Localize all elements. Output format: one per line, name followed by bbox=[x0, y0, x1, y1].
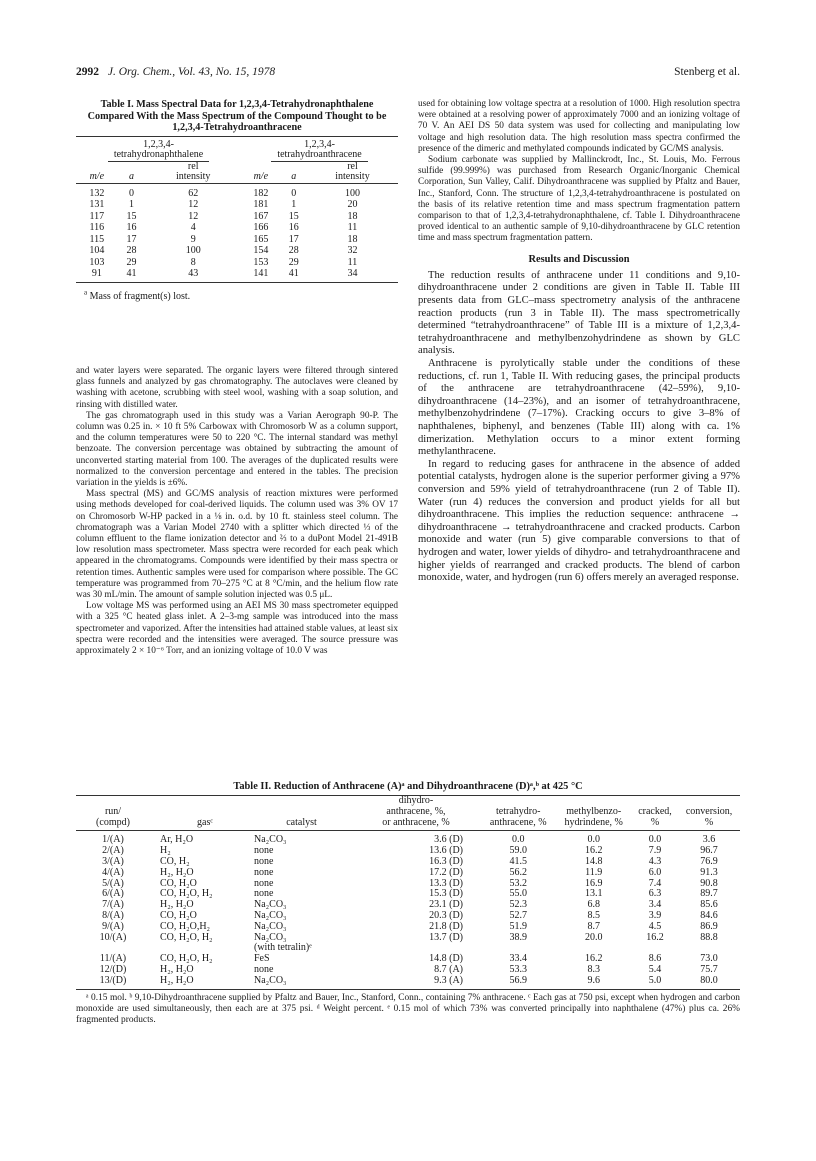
table-cell: 53.3 bbox=[509, 963, 527, 975]
col-a-left: a bbox=[128, 171, 134, 183]
table-cell: 7/(A) bbox=[102, 899, 124, 911]
table-1-footnote-text: Mass of fragment(s) lost. bbox=[89, 290, 191, 302]
table-cell: 86.9 bbox=[700, 920, 718, 932]
table-row bbox=[76, 245, 398, 257]
table-cell: 12/(D) bbox=[99, 963, 127, 975]
table-2-footnote: ᵃ 0.15 mol. ᵇ 9,10-Dihydroanthracene supplied by Pfaltz and Bauer, Inc., Stanford, Conn., containing 7% anthracene. ᶜ Each gas at 750 psi, except when hydrogen and carbon monoxide are used simultaneously, then each are at 375 psi. ᵈ Weight percent. ᵉ 0.15 mol of which 73% was converted principally into naphthalene (47%) plus ca. 26% fragmented products. bbox=[76, 992, 740, 1025]
table-row bbox=[76, 868, 740, 879]
table-cell: 14.8 bbox=[584, 855, 603, 867]
table-cell: 9.3 (A) bbox=[351, 976, 481, 989]
table-cell: 53.2 bbox=[509, 877, 527, 889]
table-cell: 182 bbox=[253, 187, 269, 199]
table-cell: 12 bbox=[188, 199, 199, 211]
table-cell: 166 bbox=[253, 222, 269, 234]
table-cell: 20 bbox=[347, 199, 358, 211]
right-column-text bbox=[418, 99, 740, 585]
paragraph: used for obtaining low voltage spectra at a resolution of 1000. High resolution spectra were obtained at a resolving power of approximately 7000 and an ionizing voltage of 70 V. An AEI DS 50 data system was used for collecting and manipulating low voltage and high resolution data. The high resolution mass spectra confirmed the presence of the dimeric and methylated compounds indicated by GC/MS analysis. bbox=[418, 99, 740, 154]
table-cell: 9.6 bbox=[555, 976, 632, 989]
table-cell: 15 bbox=[288, 210, 299, 222]
table-cell: 16.3 (D) bbox=[429, 855, 463, 867]
table-1-grid bbox=[76, 136, 398, 283]
tetralin-note: (with tetralin)ᵉ bbox=[254, 942, 312, 954]
table-cell: 0.0 bbox=[587, 834, 600, 846]
col-rel-left: rel intensity bbox=[145, 162, 241, 184]
table-cell: 34 bbox=[307, 268, 398, 282]
table-cell: 11.9 bbox=[585, 866, 603, 878]
table-cell: 117 bbox=[89, 210, 105, 222]
col-me-right: m/e bbox=[253, 171, 269, 183]
table-cell: H₂, H₂O bbox=[150, 976, 252, 989]
table-cell: 33.4 bbox=[509, 953, 527, 965]
paragraph: The reduction results of anthracene under 11 conditions and 9,10-dihydroanthracene under 2 conditions are given in Table II. Table III presents data from GLC–mass spectrometry analysis of the anthracene reaction products (run 3 in Table II). The mass spectrometrically determined “tetrahydroanthracene” of Table III is a mixture of 1,2,3,4-tetrahydroanthracene and methylbenzohydrindene as shown by GLC analysis. bbox=[418, 269, 740, 357]
table-cell: 12 bbox=[188, 210, 199, 222]
paragraph: The gas chromatograph used in this study was a Varian Aerograph 90-P. The column was 0.25 in. × 10 ft 5% Carbowax with Chromosorb W as a column support, and the column temperatures were 50 to 220 °C. The internal standard was methyl benzoate. The conversion percentage was obtained by subtracting the amount of unconverted starting material from 100. The averages of the duplicated results were normalized to the conversion percentage and entered in the tables. The precision variation in the yields is ±6%. bbox=[76, 410, 398, 489]
table-cell: 103 bbox=[89, 256, 105, 268]
table-cell: 56.2 bbox=[509, 866, 527, 878]
table-cell: 7.4 bbox=[648, 877, 662, 889]
table-cell: 28 bbox=[126, 245, 137, 257]
table-row bbox=[76, 922, 740, 933]
table-cell: Na₂CO₃ bbox=[254, 931, 287, 943]
table-row bbox=[76, 976, 740, 989]
table-cell: 9 bbox=[190, 233, 196, 245]
table-cell: 0.0 bbox=[648, 834, 662, 846]
table-cell: CO, H₂O,H₂ bbox=[160, 920, 211, 932]
table-cell: 41 bbox=[281, 268, 307, 282]
table-cell: 115 bbox=[89, 233, 105, 245]
table-cell: 15.3 (D) bbox=[429, 888, 463, 900]
table-cell: 16 bbox=[288, 222, 299, 234]
paragraph: Low voltage MS was performed using an AEI MS 30 mass spectrometer equipped with a 325 °C heated glass inlet. A 2–3-mg sample was introduced into the mass spectrometer and vaporized. After the intensities had attained stable values, at least six spectra were recorded and the intensities were averaged. The source pressure was approximately 2 × 10⁻⁶ Torr, and an ionizing voltage of 10.0 V was bbox=[76, 601, 398, 657]
table-cell: 96.7 bbox=[700, 845, 718, 857]
table-cell: 16.2 bbox=[584, 953, 603, 965]
table-cell: 0 bbox=[291, 187, 297, 199]
paragraph: Sodium carbonate was supplied by Mallinckrodt, Inc., St. Louis, Mo. Ferrous sulfide (99.999%) was purchased from Research Organic/Inorganic Chemical Corporation, Sun Valley, Calif. Dihydroanthracene was supplied by Pfaltz and Bauer, Inc., Stanford, Conn. The structure of 1,2,3,4-tetrahydroanthracene is postulated on the basis of its relative retention time and mass spectrum fragmentation pattern comparison to that of 1,2,3,4-tetrahydronaphthalene, cf. Table I. Dihydroanthracene proved identical to an authentic sample of 9,10-dihydroanthracene by GLC retention time and mass spectrum fragmentation pattern. bbox=[418, 155, 740, 244]
table-cell: 6.0 bbox=[648, 866, 662, 878]
table-cell: 6.8 bbox=[587, 899, 600, 911]
table-cell: 80.0 bbox=[678, 976, 740, 989]
paragraph: and water layers were separated. The organic layers were filtered through sintered glass funnels and analyzed by gas chromatography. The autoclaves were cleaned by washing with acetone, scrubbing with steel wool, washing with a soap solution, and rinsing with distilled water. bbox=[76, 366, 398, 410]
left-column-text bbox=[76, 366, 398, 657]
col-conversion: conversion, % bbox=[678, 796, 740, 831]
table-cell: 29 bbox=[126, 256, 137, 268]
table-cell: 131 bbox=[89, 199, 105, 211]
table-cell: 41.5 bbox=[509, 855, 527, 867]
table-cell: 116 bbox=[89, 222, 105, 234]
table-1-caption: Table I. Mass Spectral Data for 1,2,3,4-Tetrahydronaphthalene Compared With the Mass Spectrum of the Compound Thought to be 1,2,3,4-Tetrahydroanthracene bbox=[87, 99, 387, 134]
table-cell: 18 bbox=[347, 233, 358, 245]
table-row bbox=[76, 183, 398, 199]
table-cell: none bbox=[254, 888, 274, 900]
table-cell: 14.8 (D) bbox=[429, 953, 463, 965]
table-row bbox=[76, 268, 398, 282]
col-run: run/ (compd) bbox=[76, 796, 150, 831]
col-gas: gasᶜ bbox=[150, 796, 252, 831]
group-header-left bbox=[76, 136, 241, 162]
table-2-caption: Table II. Reduction of Anthracene (A)ᵃ and Dihydroanthracene (D)ᵃ,ᵇ at 425 °C bbox=[233, 781, 583, 792]
table-cell: Ar, H₂O bbox=[160, 834, 194, 846]
table-cell: 43 bbox=[145, 268, 241, 282]
table-cell: FeS bbox=[254, 953, 270, 965]
table-cell: 154 bbox=[253, 245, 269, 257]
table-cell: 18 bbox=[347, 210, 358, 222]
table-cell: 32 bbox=[347, 245, 358, 257]
col-dihydro: dihydro- anthracene, %, or anthracene, % bbox=[351, 796, 481, 831]
col-tetrahydro: tetrahydro- anthracene, % bbox=[481, 796, 555, 831]
table-cell: 1 bbox=[291, 199, 297, 211]
table-cell: 38.9 bbox=[509, 931, 527, 943]
table-2-column-headers bbox=[76, 796, 740, 831]
col-catalyst: catalyst bbox=[252, 796, 351, 831]
journal-citation: J. Org. Chem., Vol. 43, No. 15, 1978 bbox=[107, 66, 276, 78]
table-cell: 23.1 (D) bbox=[429, 899, 463, 911]
table-cell: 56.9 bbox=[481, 976, 555, 989]
table-cell: 59.0 bbox=[509, 845, 527, 857]
table-cell: 4/(A) bbox=[102, 866, 124, 878]
table-1 bbox=[76, 99, 398, 302]
table-row bbox=[76, 831, 740, 846]
table-cell: 5.0 bbox=[632, 976, 678, 989]
table-cell: CO, H₂O, H₂ bbox=[160, 953, 213, 965]
table-cell: 21.8 (D) bbox=[429, 920, 463, 932]
table-row bbox=[76, 222, 398, 234]
table-cell: 89.7 bbox=[700, 888, 718, 900]
table-cell: Na₂CO₃ bbox=[254, 909, 287, 921]
table-cell: 76.9 bbox=[700, 855, 718, 867]
table-cell: 8.7 bbox=[587, 920, 600, 932]
table-cell: H₂, H₂O bbox=[160, 866, 194, 878]
table-cell: 20.3 (D) bbox=[429, 909, 463, 921]
table-1-column-headers bbox=[76, 162, 398, 184]
table-cell: 7.9 bbox=[648, 845, 662, 857]
table-cell: Na₂CO₃ bbox=[254, 899, 287, 911]
table-cell: 13.6 (D) bbox=[429, 845, 463, 857]
table-cell: 8.6 bbox=[648, 953, 662, 965]
table-cell: 165 bbox=[253, 233, 269, 245]
table-cell: 3.9 bbox=[648, 909, 662, 921]
table-cell: 75.7 bbox=[700, 963, 718, 975]
table-row bbox=[76, 211, 398, 223]
table-cell: 8.7 (A) bbox=[434, 963, 463, 975]
results-discussion-body bbox=[418, 270, 740, 585]
group-right-l2: tetrahydroanthracene bbox=[271, 150, 367, 162]
header-left bbox=[76, 66, 275, 78]
paragraph: In regard to reducing gases for anthracene in the absence of added potential catalysts, hydrogen alone is the superior performer giving a 97% conversion and 59% yield of tetrahydroanthracene (run 2 of Table II). Water (run 4) reduces the conversion and product yields for all but dihydroanthracene. This implies the reduction sequence: anthracene → dihydroanthracene → tetrahydroanthracene and cracked products. Carbon monoxide and water (run 5) give comparable conversions to that of hydrogen and water, lower yields of dihydro- and tetrahydroanthracene and higher yields of rearranged and cracked products. The blend of carbon monoxide, water, and hydrogen (run 6) offers merely an averaged response. bbox=[418, 458, 740, 584]
col-me-left: m/e bbox=[89, 171, 105, 183]
table-cell: 17 bbox=[126, 233, 137, 245]
table-cell: 100 bbox=[344, 187, 360, 199]
table-cell: 13/(D) bbox=[76, 976, 150, 989]
table-cell: none bbox=[254, 855, 274, 867]
table-cell: 6/(A) bbox=[102, 888, 124, 900]
table-cell: 62 bbox=[188, 187, 199, 199]
table-cell: 91 bbox=[76, 268, 118, 282]
table-cell: 13.3 (D) bbox=[429, 877, 463, 889]
table-cell: 5.4 bbox=[648, 963, 662, 975]
table-cell: 16.9 bbox=[584, 877, 603, 889]
table-cell: 1/(A) bbox=[102, 834, 124, 846]
table-cell: 5/(A) bbox=[102, 877, 124, 889]
table-cell: none bbox=[254, 963, 274, 975]
table-row bbox=[76, 234, 398, 246]
table-cell: H₂ bbox=[160, 845, 171, 857]
table-cell: 104 bbox=[89, 245, 105, 257]
page-number: 2992 bbox=[76, 66, 99, 78]
table-cell: 153 bbox=[253, 256, 269, 268]
table-cell: none bbox=[254, 877, 274, 889]
table-cell: 167 bbox=[253, 210, 269, 222]
table-2 bbox=[76, 780, 740, 1026]
table-cell: 16 bbox=[126, 222, 137, 234]
table-cell: 141 bbox=[241, 268, 281, 282]
table-cell: Na₂CO₃ bbox=[254, 920, 287, 932]
table-cell: 16.2 bbox=[584, 845, 603, 857]
table-cell: 0.0 bbox=[511, 834, 525, 846]
table-cell: 17.2 (D) bbox=[429, 866, 463, 878]
authors: Stenberg et al. bbox=[674, 66, 740, 78]
table-cell: 20.0 bbox=[584, 931, 603, 943]
table-cell: 88.8 bbox=[700, 931, 718, 943]
table-cell: 11/(A) bbox=[99, 953, 127, 965]
table-cell: 52.3 bbox=[509, 899, 527, 911]
table-row bbox=[76, 933, 740, 944]
table-cell: 4.3 bbox=[648, 855, 662, 867]
table-cell: 73.0 bbox=[700, 953, 718, 965]
table-cell: H₂, H₂O bbox=[160, 963, 194, 975]
table-cell: 3/(A) bbox=[102, 855, 124, 867]
table-cell: 0 bbox=[128, 187, 134, 199]
table-1-body bbox=[76, 183, 398, 282]
paragraph: Mass spectral (MS) and GC/MS analysis of reaction mixtures were performed using methods developed for coal-derived liquids. The column used was 3% OV 17 on Chromosorb W-HP packed in a ⅛ in. o.d. by 10 ft. stainless steel column. The chromatograph was a Varian Model 2740 with a splitter which directed ⅓ of the column effluent to the flame ionization detector and ⅔ to a duPont Model 21-491B low resolution mass spectrometer. Mass spectra were recorded for each peak which appeared in the chromatograms. Compounds were identified by their mass spectra or retention times. Authentic samples were used for comparison where possible. The GC temperature was programmed from 70–275 °C at 8 °C/min, and the helium flow rate was 30 mL/min. The amount of sample solution injected was 0.5 μL. bbox=[76, 489, 398, 601]
table-row bbox=[76, 199, 398, 211]
col-cracked: cracked, % bbox=[632, 796, 678, 831]
table-cell: 8/(A) bbox=[102, 909, 124, 921]
table-cell: 100 bbox=[185, 245, 201, 257]
table-cell: 132 bbox=[89, 187, 105, 199]
table-cell: 6.3 bbox=[648, 888, 662, 900]
table-cell: 3.6 (D) bbox=[434, 834, 463, 846]
table-cell: 41 bbox=[118, 268, 146, 282]
table-cell: none bbox=[254, 866, 274, 878]
table-2-body bbox=[76, 831, 740, 989]
table-cell: 85.6 bbox=[700, 899, 718, 911]
table-cell: 4.5 bbox=[648, 920, 662, 932]
table-cell: 181 bbox=[253, 199, 269, 211]
table-2-grid bbox=[76, 795, 740, 990]
table-cell: CO, H₂O bbox=[160, 877, 197, 889]
table-cell: 4 bbox=[190, 222, 196, 234]
table-cell: 51.9 bbox=[509, 920, 527, 932]
table-cell: CO, H₂ bbox=[160, 855, 190, 867]
running-header bbox=[76, 66, 740, 82]
table-cell: Na₂CO₃ bbox=[252, 976, 351, 989]
table-cell: 1 bbox=[128, 199, 134, 211]
col-methyl: methylbenzo- hydrindene, % bbox=[555, 796, 632, 831]
table-cell: 13.7 (D) bbox=[429, 931, 463, 943]
table-cell: 28 bbox=[288, 245, 299, 257]
table-cell: 52.7 bbox=[509, 909, 527, 921]
table-cell: Na₂CO₃ bbox=[254, 834, 287, 846]
col-a-right: a bbox=[291, 171, 297, 183]
col-rel-right: rel intensity bbox=[307, 162, 398, 184]
table-cell: 11 bbox=[347, 256, 358, 268]
table-cell: 15 bbox=[126, 210, 137, 222]
section-heading: Results and Discussion bbox=[528, 253, 630, 265]
group-left-l1: 1,2,3,4- bbox=[143, 138, 174, 150]
group-header-right bbox=[241, 136, 398, 162]
table-cell: 9/(A) bbox=[102, 920, 124, 932]
table-row bbox=[76, 257, 398, 269]
table-cell: CO, H₂O bbox=[160, 909, 197, 921]
table-cell: none bbox=[254, 845, 274, 857]
paragraph: Anthracene is pyrolytically stable under the conditions of these reductions, cf. run 1, Table II. With reducing gases, the principal products of the anthracene are tetrahydroanthracene (42–59%), 9,10-dihydroanthracene (14–23%), and an isomer of tetrahydroanthracene, methylbenzohydrindene (7–17%). Cracking occurs to give 3–8% of naphthalenes, biphenyl, and benzenes (Table III) along with ca. 1% dimerization. Methylation occurs to a minor extent forming methylanthracene. bbox=[418, 358, 740, 458]
table-cell: 8.5 bbox=[587, 909, 600, 921]
table-cell: 3.4 bbox=[648, 899, 662, 911]
table-cell: 91.3 bbox=[700, 866, 718, 878]
table-cell: 84.6 bbox=[700, 909, 718, 921]
table-cell: 2/(A) bbox=[102, 845, 124, 857]
table-cell: 16.2 bbox=[646, 931, 664, 943]
group-right-l1: 1,2,3,4- bbox=[304, 138, 335, 150]
table-cell: CO, H₂O, H₂ bbox=[160, 888, 213, 900]
table-cell: 8 bbox=[190, 256, 196, 268]
table-cell: 3.6 bbox=[702, 834, 716, 846]
table-cell: 29 bbox=[288, 256, 299, 268]
table-cell: 8.3 bbox=[587, 963, 600, 975]
table-cell: H₂, H₂O bbox=[160, 899, 194, 911]
table-cell: 55.0 bbox=[509, 888, 527, 900]
table-1-footnote: $^a$ Mass of fragment(s) lost. bbox=[84, 288, 191, 302]
table-cell: 17 bbox=[288, 233, 299, 245]
table-cell: 90.8 bbox=[700, 877, 718, 889]
table-cell: 11 bbox=[347, 222, 358, 234]
table-cell: CO, H₂O, H₂ bbox=[160, 931, 213, 943]
group-left-l2: tetrahydronaphthalene bbox=[108, 150, 209, 162]
table-cell: 13.1 bbox=[584, 888, 603, 900]
table-cell: 10/(A) bbox=[99, 931, 127, 943]
